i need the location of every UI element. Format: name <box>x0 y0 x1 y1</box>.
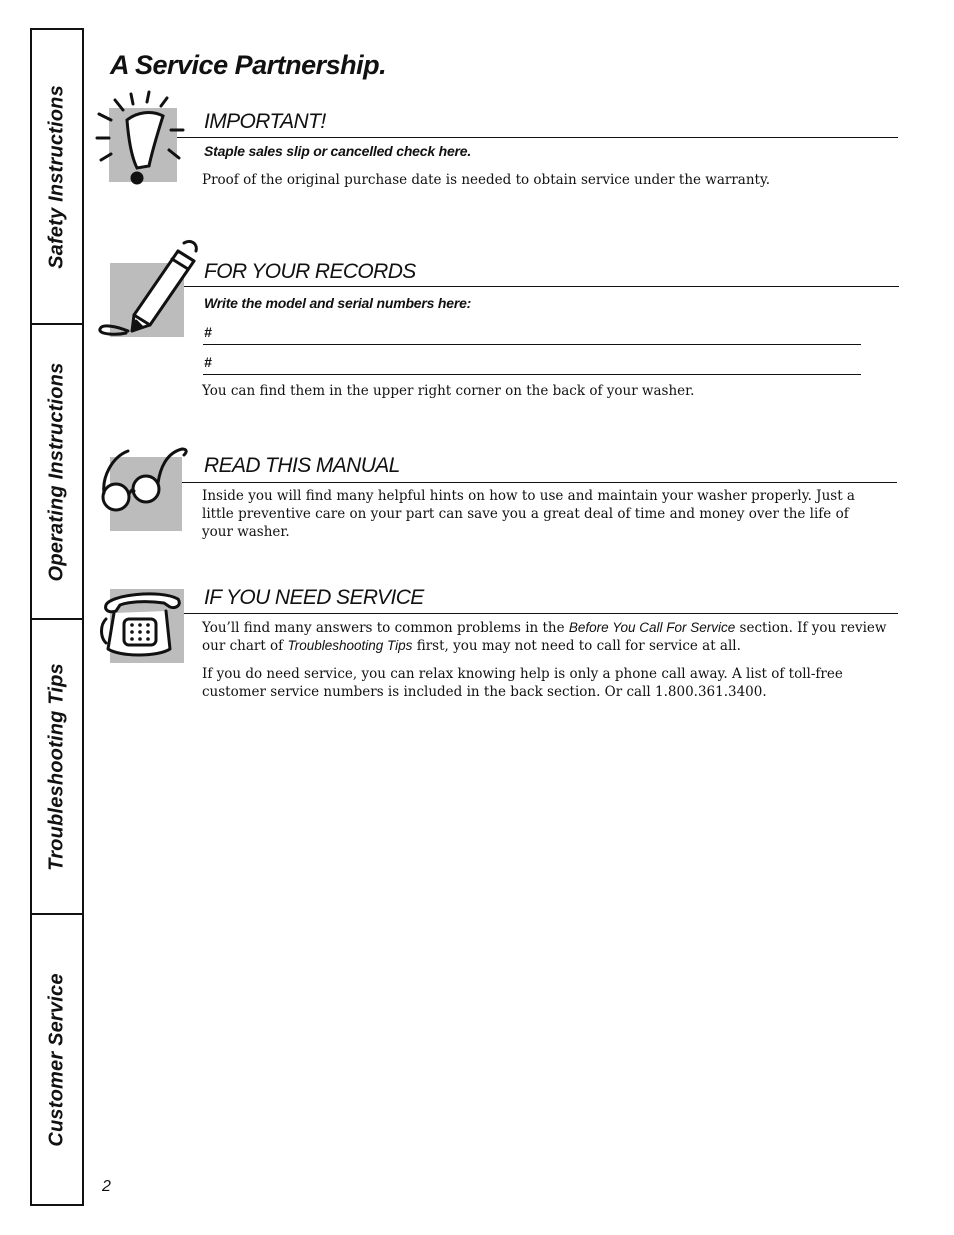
page-number: 2 <box>102 1178 111 1195</box>
service-paragraph-2: If you do need service, you can relax knowing help is only a phone call away. A list of toll-free customer service numbers is included in the back section. Or call 1.800.361.3400. <box>202 666 843 700</box>
serial-number-field[interactable] <box>203 374 861 375</box>
tab-label: Safety Instructions <box>45 84 68 269</box>
pencil-icon <box>110 263 184 337</box>
divider <box>184 286 899 287</box>
service-paragraph-1: You’ll find many answers to common problems in the Before You Call For Service section. If you review our chart of Troubleshooting Tips first, you may not need to call for service at all. <box>202 620 887 654</box>
page-title: A Service Partnership. <box>110 50 387 80</box>
section-heading-records: FOR YOUR RECORDS <box>204 260 416 283</box>
divider <box>184 613 898 614</box>
records-text: You can find them in the upper right corner on the back of your washer. <box>202 383 695 399</box>
exclamation-icon <box>109 108 177 182</box>
divider <box>182 482 897 483</box>
tab-troubleshooting-tips[interactable] <box>32 620 82 915</box>
manual-text: Inside you will find many helpful hints on how to use and maintain your washer properly. Just a little preventive care on your part can save you a great deal of time and money over the life of your washer. <box>202 488 855 540</box>
tab-safety-instructions[interactable] <box>32 30 82 325</box>
divider <box>177 137 898 138</box>
side-tab-bar <box>30 28 84 1206</box>
glasses-icon <box>110 457 182 531</box>
tab-customer-service[interactable] <box>32 915 82 1204</box>
tab-label: Customer Service <box>45 972 68 1147</box>
staple-instruction: Staple sales slip or cancelled check here. <box>204 143 472 159</box>
model-number-label: # <box>204 324 212 340</box>
section-heading-manual: READ THIS MANUAL <box>204 454 400 477</box>
telephone-icon <box>110 589 184 663</box>
section-heading-service: IF YOU NEED SERVICE <box>204 586 424 609</box>
model-serial-instruction: Write the model and serial numbers here: <box>204 295 472 311</box>
section-heading-important: IMPORTANT! <box>204 110 326 133</box>
before-you-call-reference[interactable]: Before You Call For Service <box>568 620 736 635</box>
tab-label: Operating Instructions <box>45 362 68 581</box>
proof-text: Proof of the original purchase date is needed to obtain service under the warranty. <box>202 172 771 188</box>
tab-label: Troubleshooting Tips <box>45 662 68 871</box>
troubleshooting-tips-reference[interactable]: Troubleshooting Tips <box>287 638 413 653</box>
model-number-field[interactable] <box>203 344 861 345</box>
serial-number-label: # <box>204 354 212 370</box>
tab-operating-instructions[interactable] <box>32 325 82 620</box>
